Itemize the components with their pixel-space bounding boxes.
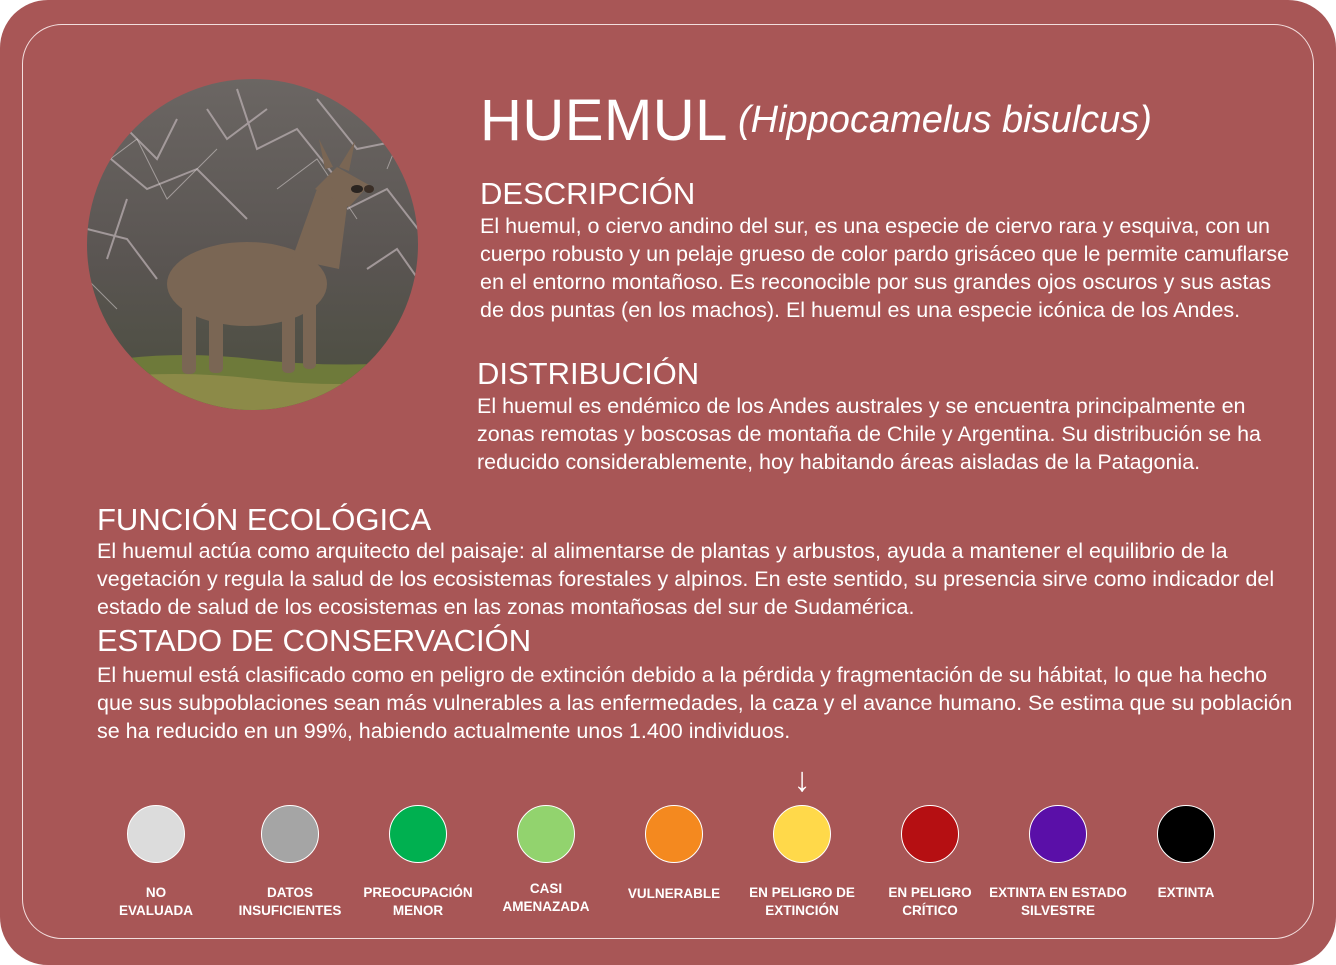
status-dot xyxy=(517,805,575,863)
status-label xyxy=(1111,884,1261,902)
status-label-line1: CASI xyxy=(529,881,563,896)
status-label-line2: CRÍTICO xyxy=(902,903,958,918)
status-dot xyxy=(645,805,703,863)
status-dot xyxy=(901,805,959,863)
status-dot xyxy=(1157,805,1215,863)
status-dot xyxy=(773,805,831,863)
status-label-line2: AMENAZADA xyxy=(502,899,590,914)
text-funcion-ecologica: El huemul actúa como arquitecto del paisaje: al alimentarse de plantas y arbustos, ayuda a mantener el equilibrio de la vegetación y regula la salud de los ecosistemas forestales y alpinos. En este sentido, su presencia sirve como indicador del estado de salud de los ecosistemas en las zonas montañosas del sur de Sudamérica. xyxy=(97,539,1275,619)
text-descripcion: El huemul, o ciervo andino del sur, es una especie de ciervo rara y esquiva, con un cuerpo robusto y un pelaje grueso de color pardo grisáceo que le permite camuflarse en el entorno montañoso. Es reconocible por sus grandes ojos oscuros y sus astas de dos puntas (en los machos). El huemul es una especie icónica de los Andes. xyxy=(480,214,1290,322)
scientific-name: (Hippocamelus bisulcus) xyxy=(738,99,1152,141)
status-label-line1: EXTINTA EN ESTADO xyxy=(989,885,1127,900)
heading-descripcion: DESCRIPCIÓN xyxy=(480,176,696,211)
status-label-line2: INSUFICIENTES xyxy=(238,903,342,918)
species-title: HUEMUL xyxy=(480,88,728,153)
status-label-line2: EXTINCIÓN xyxy=(765,903,839,918)
heading-distribucion: DISTRIBUCIÓN xyxy=(477,356,700,391)
status-dot xyxy=(127,805,185,863)
status-label-line1: EN PELIGRO xyxy=(888,885,972,900)
huemul-photo xyxy=(87,79,418,410)
heading-funcion-ecologica: FUNCIÓN ECOLÓGICA xyxy=(97,502,432,537)
status-label-line2: MENOR xyxy=(392,903,444,918)
status-dot xyxy=(1029,805,1087,863)
status-dot xyxy=(261,805,319,863)
status-label-line1: EN PELIGRO DE xyxy=(749,885,855,900)
status-label-line1: DATOS xyxy=(266,885,313,900)
text-distribucion: El huemul es endémico de los Andes australes y se encuentra principalmente en zonas remotas y boscosas de montaña de Chile y Argentina. Su distribución se ha reducido considerablemente, hoy habitando áreas aisladas de la Patagonia. xyxy=(477,394,1262,474)
status-label-line1: VULNERABLE xyxy=(627,886,721,901)
status-label-line1: PREOCUPACIÓN xyxy=(363,885,473,900)
status-label-line2: SILVESTRE xyxy=(1020,903,1095,918)
status-label xyxy=(81,884,231,920)
status-dot xyxy=(389,805,447,863)
arrow-down-icon: ↓ xyxy=(793,761,811,799)
status-label-line1: NO xyxy=(145,885,167,900)
heading-estado-conservacion: ESTADO DE CONSERVACIÓN xyxy=(97,623,532,658)
status-label-line1: EXTINTA xyxy=(1157,885,1215,900)
text-estado-conservacion: El huemul está clasificado como en peligro de extinción debido a la pérdida y fragmentación de su hábitat, lo que ha hecho que sus subpoblaciones sean más vulnerables a las enfermedades, la caza y el avance humano. Se estima que su población se ha reducido en un 99%, habiendo actualmente unos 1.400 individuos. xyxy=(97,663,1293,743)
status-label-line2: EVALUADA xyxy=(119,903,193,918)
